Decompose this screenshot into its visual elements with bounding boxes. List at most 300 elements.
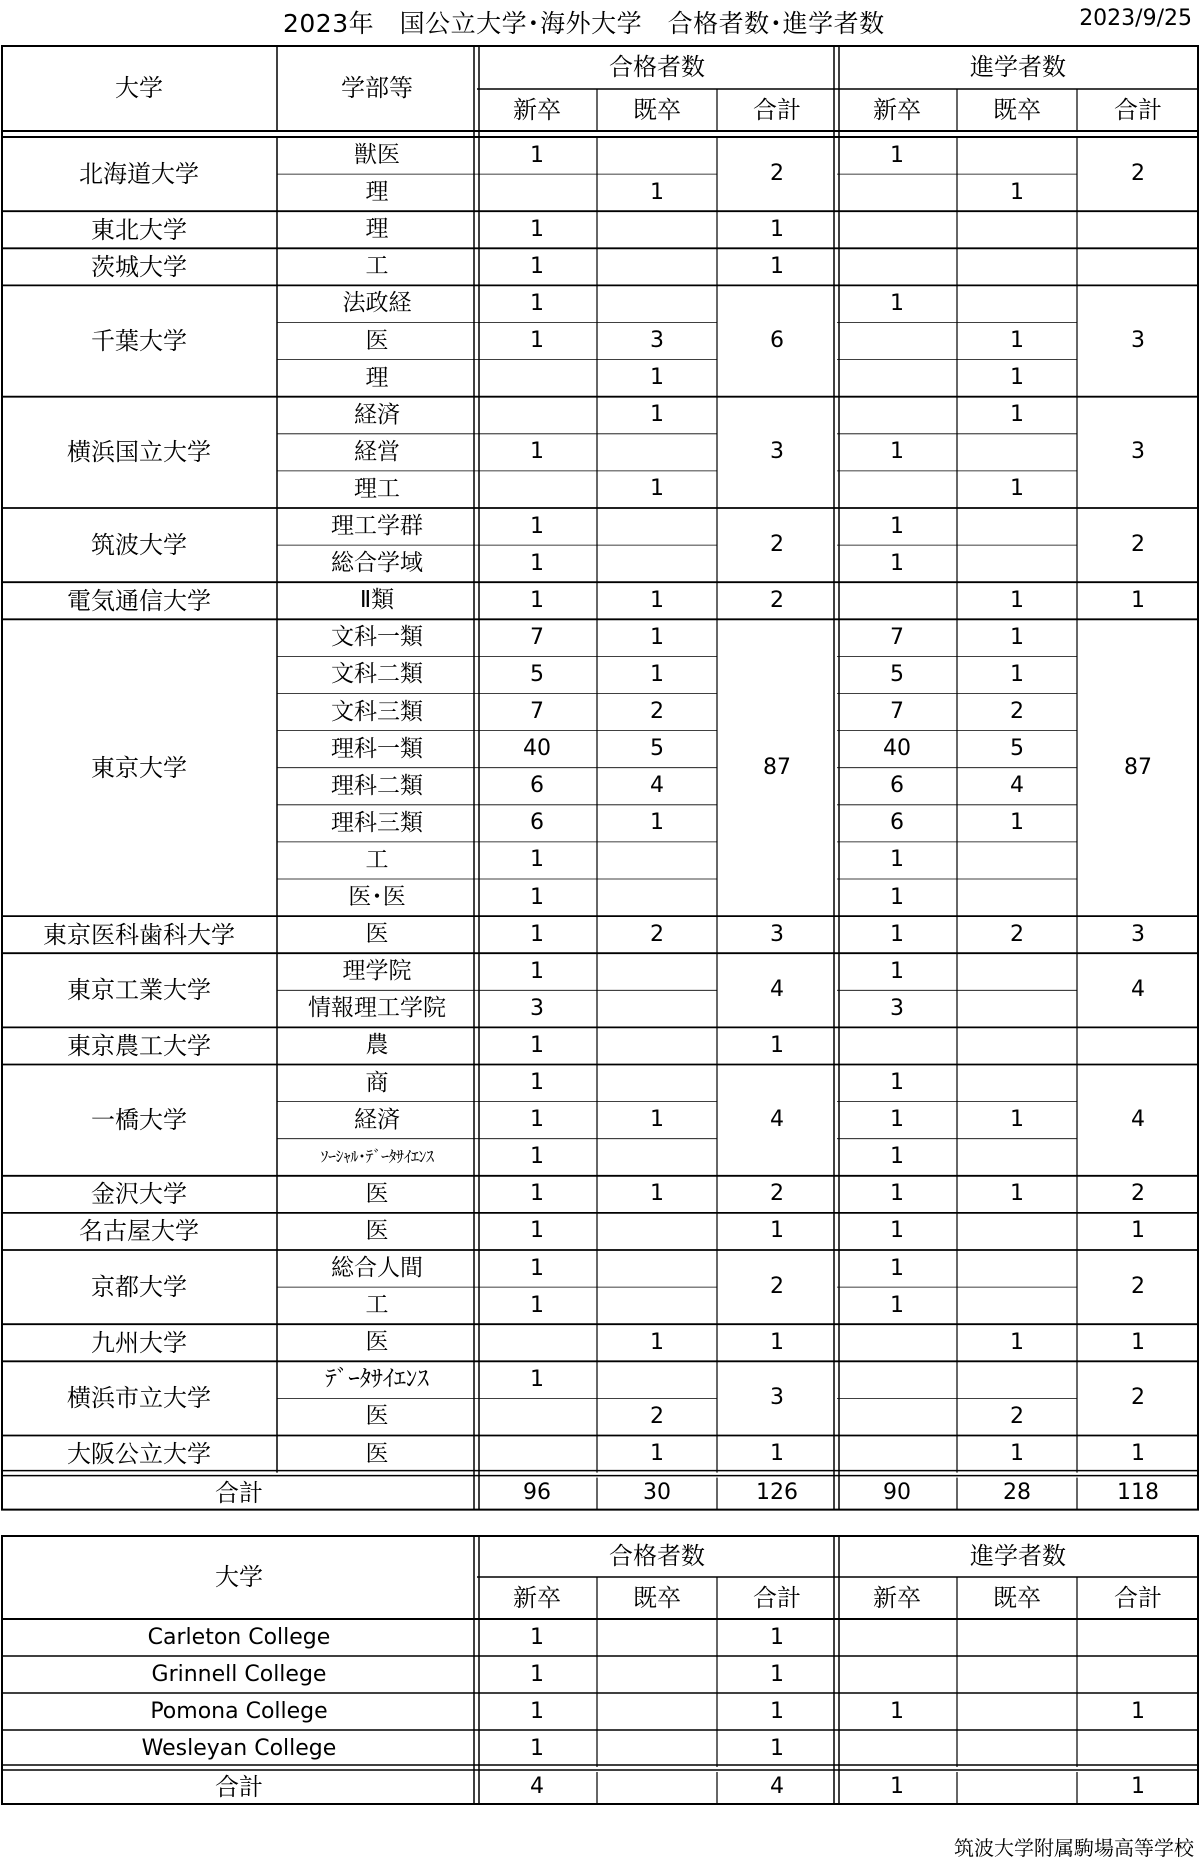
passed-total: 4 [770,1107,784,1133]
header-university: 大学 [215,1563,263,1591]
enrolled-new-grad: 1 [890,847,904,873]
enrolled-new-grad: 6 [890,810,904,836]
university-name: 千葉大学 [91,327,187,356]
passed-new-grad [477,174,597,211]
faculty-name: 農 [365,1032,389,1059]
passed-total: 1 [770,216,784,242]
page-title: 2023年 国公立大学･海外大学 合格者数･進学者数 [283,9,885,38]
overseas-pass-prev [597,1693,717,1730]
passed-new-grad: 7 [530,699,544,725]
faculty-name: 商 [365,1069,389,1096]
enrolled-prev-grad: 1 [1010,661,1024,687]
passed-new-grad: 1 [530,550,544,576]
faculty-name: 理科三類 [331,809,423,836]
enrolled-new-grad: 1 [890,513,904,539]
faculty-name: 理 [365,364,389,391]
faculty-name: 医 [365,1440,389,1467]
enrolled-total: 2 [1131,161,1145,187]
faculty-name: 医 [365,1180,389,1207]
faculty-name: 経済 [354,401,400,428]
total-passed-prev-grad: 30 [643,1479,671,1505]
passed-prev-grad [597,1361,717,1398]
header-university: 大学 [115,74,163,102]
passed-new-grad: 6 [530,773,544,799]
header-total: 合計 [753,96,801,124]
faculty-name: 文科一類 [331,624,423,651]
overseas-pass-total: 1 [770,1661,784,1687]
overseas-pass-prev [597,1656,717,1693]
overseas-pass-total: 1 [770,1735,784,1761]
passed-new-grad: 1 [530,1181,544,1207]
passed-new-grad [477,1398,597,1435]
passed-new-grad: 1 [530,513,544,539]
passed-prev-grad: 2 [650,1403,664,1429]
enrolled-total [1077,248,1199,285]
overseas-university-name: Carleton College [147,1624,331,1650]
report-date: 2023/9/25 [1079,6,1192,31]
enrolled-new-grad [837,1027,957,1064]
passed-new-grad: 1 [530,328,544,354]
enrolled-prev-grad: 1 [1010,1181,1024,1207]
header-passed: 合格者数 [609,53,705,81]
enrolled-prev-grad: 2 [1010,1403,1024,1429]
faculty-name: Ⅱ類 [359,587,395,614]
passed-prev-grad: 1 [650,1181,664,1207]
header-prev-grad: 既卒 [993,96,1041,124]
passed-total: 1 [770,253,784,279]
overseas-total-enroll-prev [957,1770,1077,1804]
enrolled-new-grad: 1 [890,1181,904,1207]
overseas-enroll-total [1077,1730,1199,1767]
enrolled-new-grad [837,211,957,248]
enrolled-new-grad: 6 [890,773,904,799]
enrolled-new-grad: 1 [890,290,904,316]
overseas-enroll-total [1077,1619,1199,1656]
enrolled-new-grad: 1 [890,1107,904,1133]
enrolled-prev-grad [957,1139,1077,1176]
overseas-total-enroll-total: 1 [1131,1774,1145,1799]
enrolled-total [1077,1027,1199,1064]
passed-prev-grad: 1 [650,1107,664,1133]
enrolled-new-grad: 3 [890,995,904,1021]
passed-new-grad: 1 [530,1032,544,1058]
enrolled-total: 1 [1131,1441,1145,1467]
faculty-name: 総合人間 [331,1255,423,1282]
enrolled-prev-grad [957,434,1077,471]
total-label: 合計 [215,1478,263,1507]
enrolled-total: 2 [1131,1274,1145,1300]
enrolled-prev-grad [957,1361,1077,1398]
enrolled-new-grad [837,582,957,619]
enrolled-prev-grad: 1 [1010,402,1024,428]
enrolled-prev-grad: 1 [1010,1441,1024,1467]
enrolled-total: 1 [1131,587,1145,613]
enrolled-prev-grad [957,545,1077,582]
university-name: 横浜市立大学 [67,1384,211,1413]
passed-prev-grad [597,990,717,1027]
domestic-results-table [1,45,1199,1505]
overseas-pass-prev [597,1619,717,1656]
enrolled-total: 87 [1124,754,1152,780]
enrolled-prev-grad: 2 [1010,699,1024,725]
enrolled-prev-grad: 1 [1010,476,1024,502]
faculty-name: 医 [365,1217,389,1244]
passed-total: 87 [763,754,791,780]
passed-prev-grad: 2 [650,921,664,947]
header-new-grad: 新卒 [513,1584,561,1612]
faculty-name: 獣医 [354,142,400,169]
passed-new-grad: 1 [530,142,544,168]
university-name: 東北大学 [91,215,187,244]
passed-total: 2 [770,532,784,558]
overseas-enroll-prev [957,1619,1077,1656]
faculty-name: 医 [365,921,389,948]
passed-new-grad: 1 [530,1292,544,1318]
passed-prev-grad [597,137,717,174]
university-name: 一橋大学 [91,1106,187,1135]
faculty-name: 工 [365,253,389,280]
header-total: 合計 [1114,1584,1162,1612]
passed-prev-grad: 1 [650,661,664,687]
university-name: 大阪公立大学 [67,1440,211,1469]
overseas-enroll-prev [957,1656,1077,1693]
enrolled-total: 2 [1131,532,1145,558]
university-name: 九州大学 [91,1328,187,1357]
enrolled-prev-grad: 4 [1010,773,1024,799]
enrolled-prev-grad [957,953,1077,990]
passed-new-grad: 1 [530,587,544,613]
passed-prev-grad: 1 [650,1441,664,1467]
faculty-name: 法政経 [342,290,412,317]
overseas-pass-new: 1 [530,1735,544,1761]
passed-prev-grad [597,1065,717,1102]
enrolled-total: 3 [1131,328,1145,354]
passed-prev-grad: 1 [650,476,664,502]
enrolled-new-grad [837,248,957,285]
passed-new-grad: 7 [530,624,544,650]
enrolled-total: 2 [1131,1385,1145,1411]
faculty-name: 理 [365,216,389,243]
passed-new-grad: 1 [530,1255,544,1281]
passed-prev-grad [597,211,717,248]
passed-total: 1 [770,1218,784,1244]
enrolled-total: 2 [1131,1181,1145,1207]
enrolled-new-grad [837,397,957,434]
faculty-name: 文科三類 [331,698,423,725]
faculty-name: 理科二類 [331,772,423,799]
enrolled-prev-grad: 1 [1010,587,1024,613]
faculty-name: 文科二類 [331,661,423,688]
university-name: 電気通信大学 [67,586,211,615]
enrolled-prev-grad: 1 [1010,328,1024,354]
enrolled-new-grad [837,360,957,397]
passed-new-grad [477,1324,597,1361]
enrolled-prev-grad: 2 [1010,921,1024,947]
enrolled-new-grad [837,471,957,508]
faculty-name: 経済 [354,1106,400,1133]
school-name: 筑波大学附属駒場高等学校 [954,1836,1194,1860]
overseas-total-pass-new: 4 [530,1774,544,1799]
total-passed: 126 [756,1479,798,1505]
passed-prev-grad [597,953,717,990]
faculty-name: 医 [365,1403,389,1430]
overseas-enroll-prev [957,1693,1077,1730]
passed-new-grad: 1 [530,290,544,316]
passed-prev-grad: 1 [650,810,664,836]
page-header [0,0,1200,40]
enrolled-prev-grad [957,990,1077,1027]
passed-prev-grad: 4 [650,773,664,799]
passed-new-grad: 1 [530,921,544,947]
faculty-name: 医 [365,327,389,354]
university-name: 東京大学 [91,753,187,782]
enrolled-total: 4 [1131,1107,1145,1133]
enrolled-total: 1 [1131,1329,1145,1355]
enrolled-new-grad: 1 [890,1218,904,1244]
overseas-university-name: Wesleyan College [141,1735,337,1761]
enrolled-new-grad [837,1436,957,1473]
passed-total: 2 [770,587,784,613]
faculty-name: 情報理工学院 [308,995,446,1022]
overseas-pass-new: 1 [530,1624,544,1650]
overseas-pass-prev [597,1730,717,1767]
enrolled-new-grad: 1 [890,1255,904,1281]
total-enrolled-prev-grad: 28 [1003,1479,1031,1505]
enrolled-prev-grad: 1 [1010,810,1024,836]
overseas-pass-total: 1 [770,1624,784,1650]
enrolled-prev-grad [957,1287,1077,1324]
passed-prev-grad [597,1213,717,1250]
enrolled-new-grad [837,1361,957,1398]
enrolled-new-grad [837,1324,957,1361]
faculty-name: 工 [365,1292,389,1319]
passed-total: 4 [770,977,784,1003]
faculty-name: 理工 [354,475,400,502]
faculty-name: 理科一類 [331,735,423,762]
overseas-total-pass-total: 4 [770,1774,784,1799]
university-name: 横浜国立大学 [67,438,211,467]
university-name: 金沢大学 [91,1180,187,1209]
enrolled-total [1077,211,1199,248]
enrolled-new-grad: 7 [890,624,904,650]
enrolled-new-grad: 1 [890,439,904,465]
passed-total: 1 [770,1329,784,1355]
faculty-name: ﾃﾞｰﾀｻｲｴﾝｽ [325,1366,429,1393]
overseas-pass-new: 1 [530,1661,544,1687]
passed-prev-grad [597,248,717,285]
passed-prev-grad [597,545,717,582]
enrolled-prev-grad [957,1250,1077,1287]
enrolled-new-grad: 7 [890,699,904,725]
overseas-enroll-total: 1 [1131,1698,1145,1724]
passed-new-grad [477,360,597,397]
enrolled-new-grad: 5 [890,661,904,687]
enrolled-prev-grad: 1 [1010,365,1024,391]
enrolled-new-grad: 1 [890,921,904,947]
enrolled-new-grad: 1 [890,884,904,910]
enrolled-new-grad: 1 [890,142,904,168]
enrolled-total: 3 [1131,439,1145,465]
passed-new-grad: 1 [530,1218,544,1244]
enrolled-total: 3 [1131,921,1145,947]
passed-total: 3 [770,439,784,465]
overseas-pass-new: 1 [530,1698,544,1724]
overseas-enroll-new [837,1730,957,1767]
passed-new-grad: 1 [530,253,544,279]
faculty-name: 理工学群 [331,513,423,540]
university-name: 名古屋大学 [79,1217,199,1246]
passed-total: 1 [770,1441,784,1467]
passed-new-grad: 6 [530,810,544,836]
passed-new-grad: 1 [530,439,544,465]
passed-new-grad: 1 [530,1366,544,1392]
passed-total: 6 [770,328,784,354]
passed-prev-grad [597,285,717,322]
overseas-enroll-new: 1 [890,1698,904,1724]
enrolled-new-grad [837,174,957,211]
header-prev-grad: 既卒 [993,1584,1041,1612]
passed-new-grad [477,1436,597,1473]
passed-new-grad: 1 [530,958,544,984]
passed-new-grad: 1 [530,1144,544,1170]
header-prev-grad: 既卒 [633,96,681,124]
passed-new-grad [477,471,597,508]
passed-new-grad: 5 [530,661,544,687]
passed-prev-grad [597,1139,717,1176]
passed-prev-grad [597,1250,717,1287]
university-name: 筑波大学 [91,531,187,560]
passed-prev-grad: 1 [650,1329,664,1355]
passed-prev-grad: 1 [650,402,664,428]
passed-total: 2 [770,1181,784,1207]
passed-prev-grad: 2 [650,699,664,725]
header-enrolled: 進学者数 [970,1542,1066,1570]
enrolled-new-grad [837,1398,957,1435]
enrolled-total: 4 [1131,977,1145,1003]
faculty-name: ｿｰｼｬﾙ･ﾃﾞｰﾀｻｲｴﾝｽ [320,1147,434,1167]
enrolled-new-grad [837,323,957,360]
enrolled-prev-grad [957,137,1077,174]
overseas-enroll-new [837,1619,957,1656]
university-name: 茨城大学 [91,252,187,281]
overseas-total-label: 合計 [215,1773,263,1801]
enrolled-new-grad: 1 [890,1292,904,1318]
university-name: 東京農工大学 [67,1031,211,1060]
header-passed: 合格者数 [609,1542,705,1570]
enrolled-new-grad: 1 [890,958,904,984]
header-new-grad: 新卒 [873,1584,921,1612]
passed-total: 3 [770,921,784,947]
passed-prev-grad [597,434,717,471]
overseas-total-enroll-new: 1 [890,1774,904,1799]
passed-new-grad [477,397,597,434]
passed-new-grad: 1 [530,1070,544,1096]
faculty-name: 理 [365,179,389,206]
passed-prev-grad [597,842,717,879]
university-name: 東京工業大学 [67,976,211,1005]
university-name: 京都大学 [91,1273,187,1302]
passed-prev-grad: 1 [650,587,664,613]
header-enrolled: 進学者数 [970,53,1066,81]
passed-prev-grad [597,1027,717,1064]
enrolled-prev-grad [957,842,1077,879]
header-new-grad: 新卒 [873,96,921,124]
overseas-pass-total: 1 [770,1698,784,1724]
enrolled-new-grad: 1 [890,1070,904,1096]
enrolled-prev-grad [957,879,1077,916]
passed-prev-grad: 1 [650,365,664,391]
enrolled-new-grad: 1 [890,550,904,576]
enrolled-prev-grad [957,1027,1077,1064]
overseas-university-name: Pomona College [150,1698,328,1724]
enrolled-prev-grad [957,285,1077,322]
passed-total: 3 [770,1385,784,1411]
passed-total: 2 [770,1274,784,1300]
enrolled-prev-grad: 1 [1010,1329,1024,1355]
overseas-enroll-new [837,1656,957,1693]
passed-new-grad: 3 [530,995,544,1021]
enrolled-prev-grad [957,1213,1077,1250]
passed-prev-grad [597,508,717,545]
passed-total: 2 [770,161,784,187]
faculty-name: 理学院 [342,958,412,985]
passed-total: 1 [770,1032,784,1058]
enrolled-total: 1 [1131,1218,1145,1244]
total-passed-new-grad: 96 [523,1479,551,1505]
passed-new-grad: 1 [530,216,544,242]
university-name: 北海道大学 [79,160,199,189]
enrolled-prev-grad [957,1065,1077,1102]
passed-prev-grad [597,879,717,916]
enrolled-prev-grad [957,211,1077,248]
enrolled-prev-grad: 1 [1010,624,1024,650]
passed-prev-grad: 1 [650,179,664,205]
total-enrolled: 118 [1117,1479,1159,1505]
overseas-university-name: Grinnell College [151,1661,327,1687]
passed-new-grad: 40 [523,736,551,762]
university-name: 東京医科歯科大学 [43,920,235,949]
total-enrolled-new-grad: 90 [883,1479,911,1505]
enrolled-new-grad: 40 [883,736,911,762]
header-new-grad: 新卒 [513,96,561,124]
passed-prev-grad: 1 [650,624,664,650]
faculty-name: 工 [365,846,389,873]
passed-new-grad: 1 [530,884,544,910]
passed-new-grad: 1 [530,1107,544,1133]
overseas-enroll-total [1077,1656,1199,1693]
enrolled-prev-grad: 5 [1010,736,1024,762]
faculty-name: 経営 [354,438,400,465]
passed-prev-grad [597,1287,717,1324]
overseas-total-pass-prev [597,1770,717,1804]
enrolled-new-grad: 1 [890,1144,904,1170]
header-total: 合計 [753,1584,801,1612]
passed-new-grad: 1 [530,847,544,873]
passed-prev-grad: 5 [650,736,664,762]
enrolled-prev-grad [957,508,1077,545]
header-prev-grad: 既卒 [633,1584,681,1612]
faculty-name: 医･医 [348,884,406,911]
overseas-enroll-prev [957,1730,1077,1767]
passed-prev-grad: 3 [650,328,664,354]
faculty-name: 医 [365,1329,389,1356]
enrolled-prev-grad: 1 [1010,179,1024,205]
faculty-name: 総合学域 [331,550,423,577]
header-total: 合計 [1114,96,1162,124]
header-faculty: 学部等 [341,74,413,102]
overseas-results-table [1,1535,1199,1801]
enrolled-prev-grad: 1 [1010,1107,1024,1133]
